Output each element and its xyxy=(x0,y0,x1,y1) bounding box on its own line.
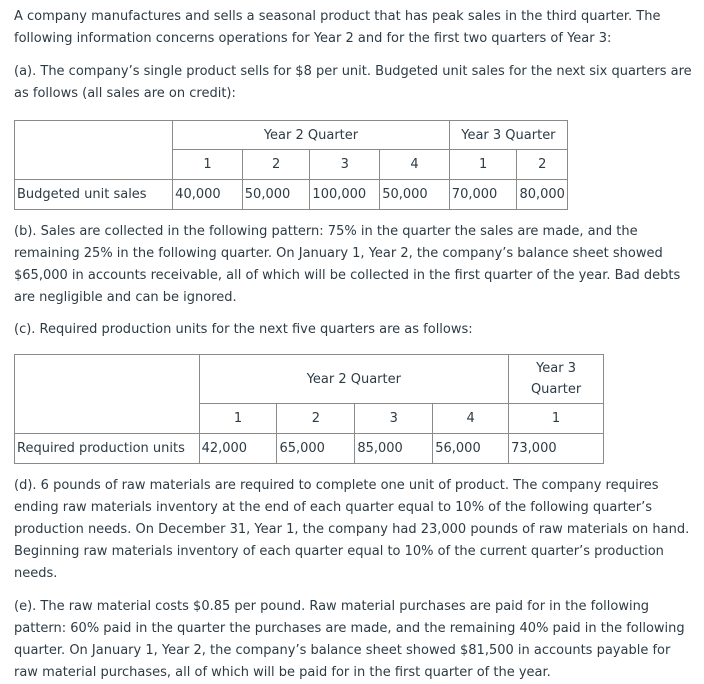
part-c-paragraph: (c). Required production units for the next five quarters are as follows: xyxy=(14,322,473,337)
table2-value-cell: 73,000 xyxy=(509,434,604,464)
table2-row-label: Required production units xyxy=(15,434,200,464)
table1-year3-header: Year 3 Quarter xyxy=(449,121,567,150)
table2-quarter-header: 1 xyxy=(509,404,604,434)
table1-value-cell: 50,000 xyxy=(380,180,450,210)
table1-quarter-header: 1 xyxy=(173,150,243,180)
table2-value-cell: 65,000 xyxy=(277,434,355,464)
table1-quarter-header: 3 xyxy=(310,150,380,180)
table1-quarter-header: 2 xyxy=(242,150,310,180)
table1-year2-header: Year 2 Quarter xyxy=(173,121,450,150)
table2-year3-header xyxy=(509,355,604,404)
production-units-table xyxy=(14,354,604,464)
table2-quarter-header: 3 xyxy=(355,404,433,434)
table1-quarter-header: 2 xyxy=(517,150,568,180)
table2-quarter-header: 2 xyxy=(277,404,355,434)
table1-value-cell: 100,000 xyxy=(310,180,380,210)
table2-value-cell: 42,000 xyxy=(199,434,277,464)
table2-value-cell: 56,000 xyxy=(433,434,509,464)
table2-quarter-header: 1 xyxy=(199,404,277,434)
table2-quarter-header: 4 xyxy=(433,404,509,434)
part-b-paragraph: (b). Sales are collected in the following pattern: 75% in the quarter the sales are made, and the remaining 25% in the following quarter. On January 1, Year 2, the company’s balance sheet showed $65,000 in accounts receivable, all of which will be collected in the first quarter of the year. Bad debts are negligible and can be ignored. xyxy=(14,224,681,305)
table2-year3-header-line2: Quarter xyxy=(530,382,582,397)
table2-value-cell: 85,000 xyxy=(355,434,433,464)
table1-quarter-header: 4 xyxy=(380,150,450,180)
table1-corner-cell xyxy=(15,121,173,180)
table1-row-label: Budgeted unit sales xyxy=(15,180,173,210)
table1-value-cell: 50,000 xyxy=(242,180,310,210)
table1-value-cell: 40,000 xyxy=(173,180,243,210)
part-a-paragraph: (a). The company’s single product sells for $8 per unit. Budgeted unit sales for the next six quarters are as follows (all sales are on credit): xyxy=(14,64,692,101)
table2-year2-header: Year 2 Quarter xyxy=(199,355,509,404)
table1-value-cell: 70,000 xyxy=(449,180,517,210)
part-e-paragraph: (e). The raw material costs $0.85 per pound. Raw material purchases are paid for in the following pattern: 60% paid in the quarter the purchases are made, and the remaining 40% paid in the following quarter. On January 1, Year 2, the company’s balance sheet showed $81,500 in accounts payable for raw material purchases, all of which will be paid for in the first quarter of the year. xyxy=(14,599,685,680)
budgeted-sales-table xyxy=(14,120,568,210)
table1-value-cell: 80,000 xyxy=(517,180,568,210)
part-d-paragraph: (d). 6 pounds of raw materials are required to complete one unit of product. The company requires ending raw materials inventory at the end of each quarter equal to 10% of the following quarter’s production needs. On December 31, Year 1, the company had 23,000 pounds of raw materials on hand. Beginning raw materials inventory of each quarter equal to 10% of the current quarter’s production needs. xyxy=(14,478,690,581)
table1-quarter-header: 1 xyxy=(449,150,517,180)
table2-corner-cell xyxy=(15,355,200,434)
intro-paragraph: A company manufactures and sells a seasonal product that has peak sales in the third quarter. The following information concerns operations for Year 2 and for the first two quarters of Year 3: xyxy=(14,9,661,46)
table2-year3-header-line1: Year 3 xyxy=(536,361,577,376)
